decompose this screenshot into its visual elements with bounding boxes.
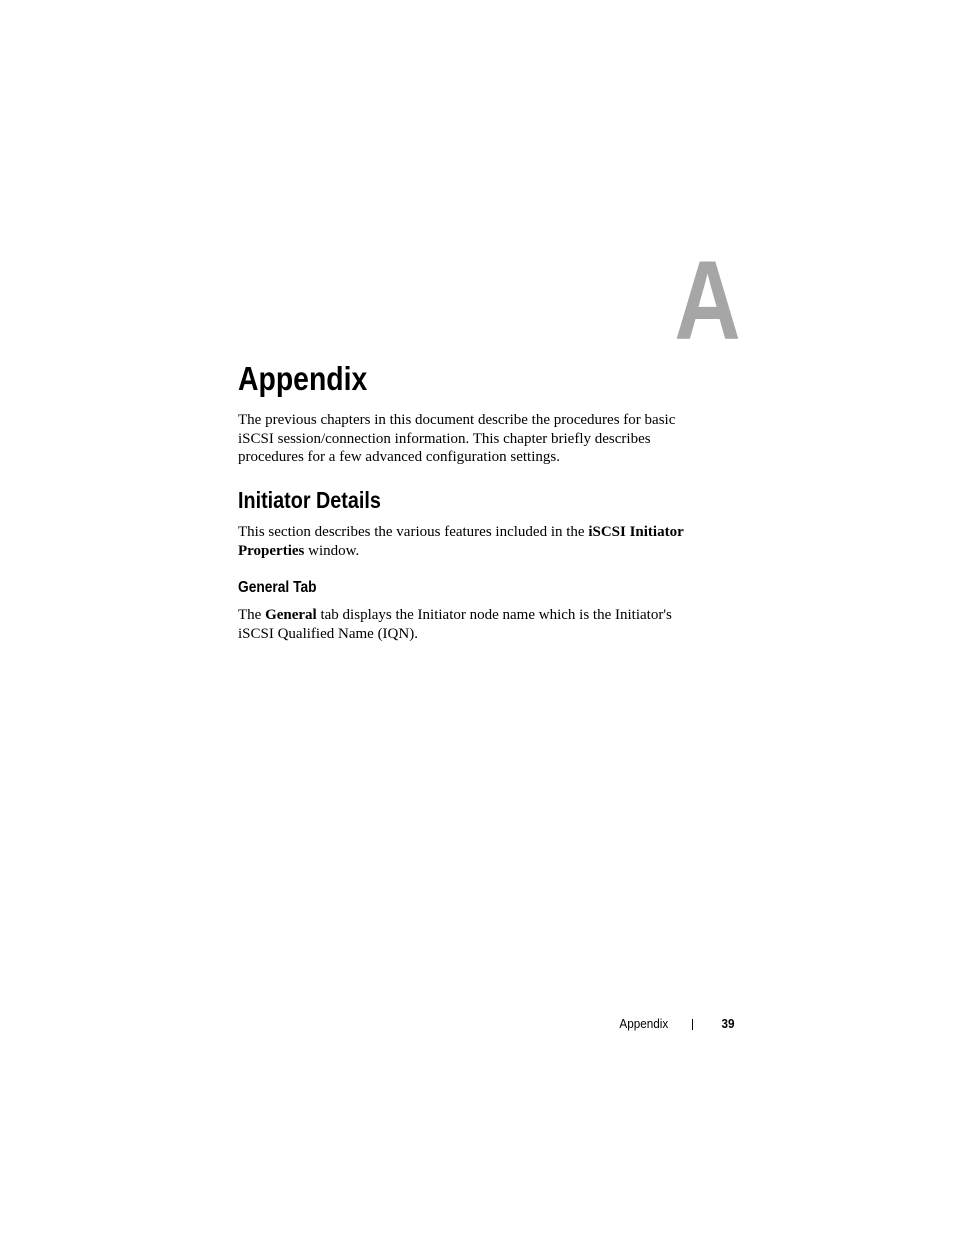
section-bold-term: Properties	[238, 542, 305, 559]
section-line	[238, 542, 738, 561]
page-footer	[560, 1014, 736, 1034]
subsection-heading: General Tab	[238, 579, 317, 596]
subsection-text: The	[238, 607, 266, 623]
subsection-paragraph	[238, 606, 738, 643]
intro-line: procedures for a few advanced configuration settings.	[238, 449, 560, 465]
section-line	[238, 523, 738, 542]
subsection-line: iSCSI Qualified Name (IQN).	[238, 625, 418, 642]
section-paragraph	[238, 523, 738, 560]
intro-paragraph	[238, 411, 738, 467]
section-text: window.	[304, 542, 360, 559]
page-number: 39	[720, 1016, 734, 1031]
subsection-text: tab displays the Initiator node name which is the Initiator's	[316, 607, 672, 623]
subsection-bold-term: General	[265, 607, 317, 623]
subsection-line	[238, 606, 738, 625]
intro-line: iSCSI session/connection information. This chapter briefly describes	[238, 430, 651, 447]
footer-chapter-label: Appendix	[619, 1016, 668, 1031]
intro-line: The previous chapters in this document describe the procedures for basic	[238, 412, 676, 428]
chapter-letter: A	[674, 238, 741, 363]
section-text: This section describes the various features included in the	[238, 524, 589, 540]
section-heading: Initiator Details	[238, 487, 381, 513]
chapter-title: Appendix	[238, 360, 368, 397]
footer-divider	[692, 1019, 693, 1030]
section-bold-term: iSCSI Initiator	[588, 524, 684, 540]
